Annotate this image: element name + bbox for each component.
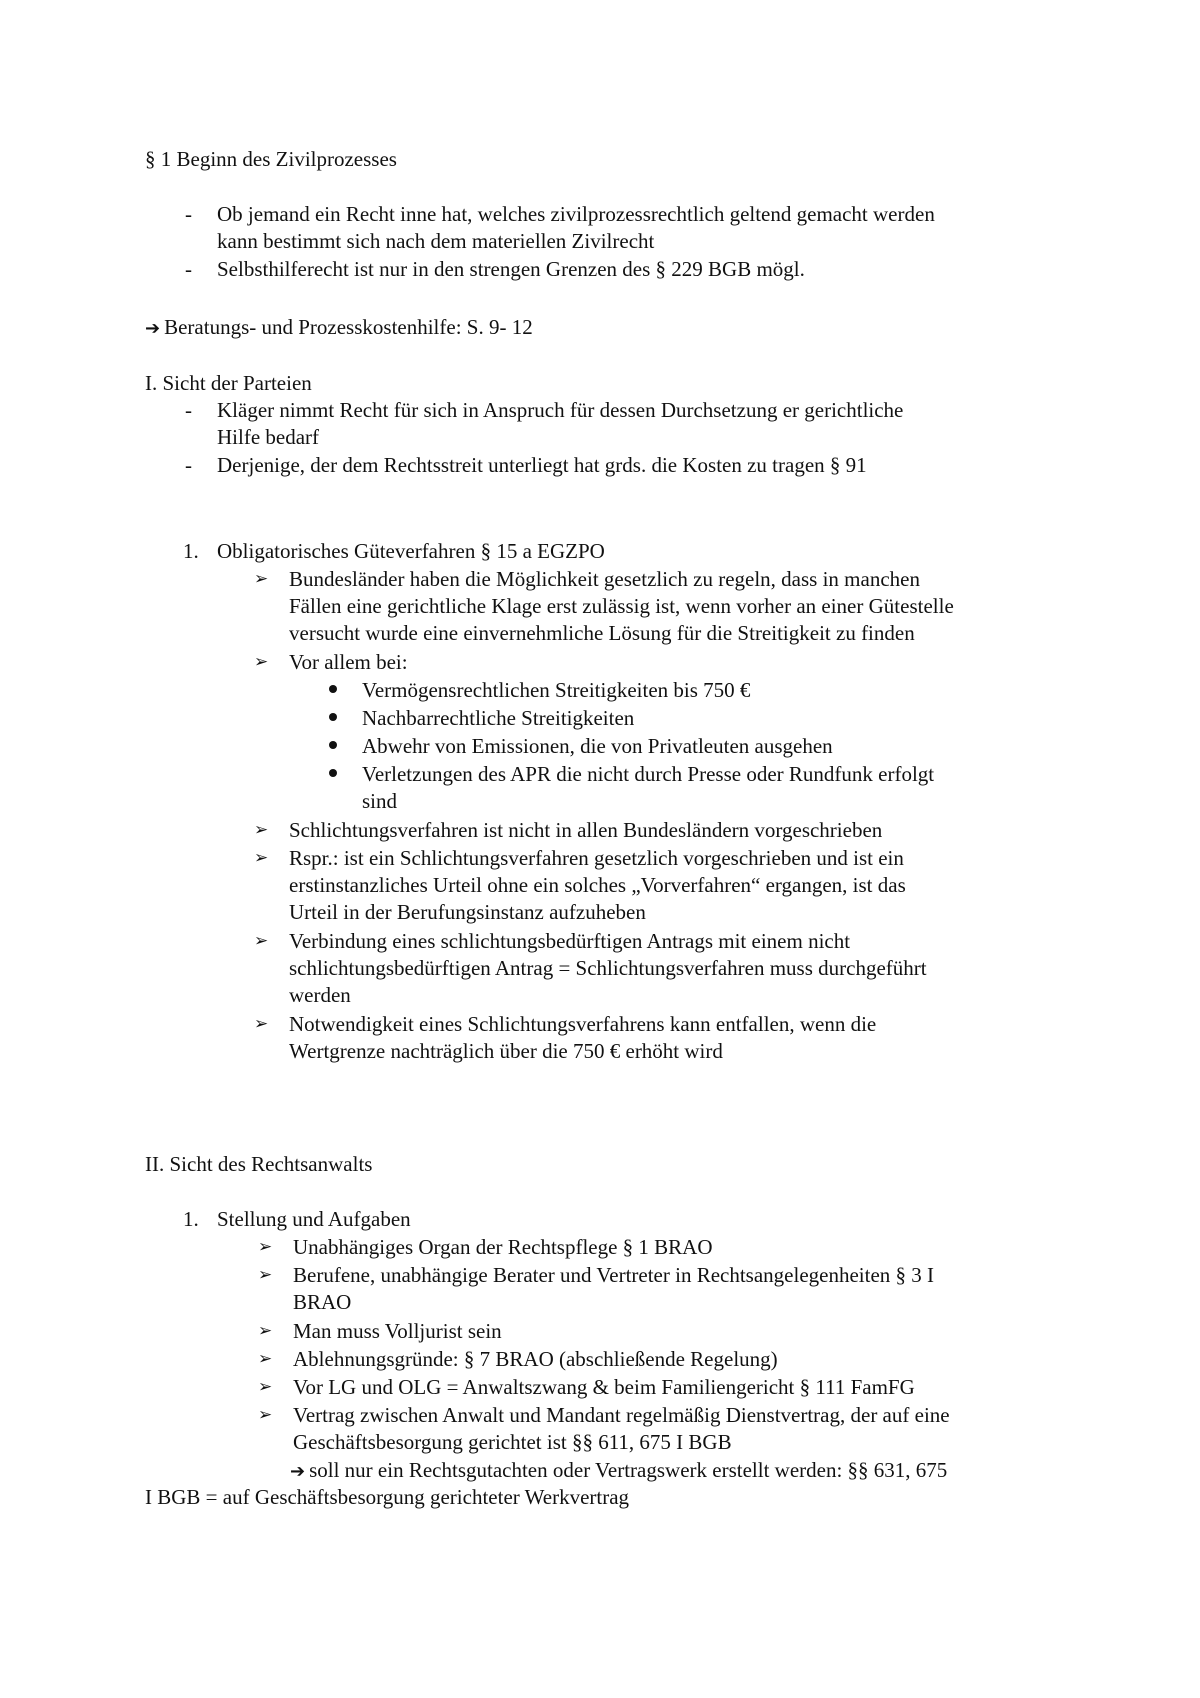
triangle-bullet-icon: ➢: [254, 652, 269, 672]
point-line: Berufene, unabhängige Berater und Vertreter in Rechtsangelegenheiten § 3 I: [293, 1263, 935, 1287]
bullet-line: Verletzungen des APR die nicht durch Presse oder Rundfunk erfolgt: [362, 762, 935, 786]
bullet-line: Nachbarrechtliche Streitigkeiten: [362, 706, 635, 730]
subsection-title: Stellung und Aufgaben: [217, 1207, 411, 1231]
point-line: Bundesländer haben die Möglichkeit gesetzlich zu regeln, dass in manchen: [289, 567, 920, 591]
bullet-icon: [329, 769, 337, 777]
point-line: Vertrag zwischen Anwalt und Mandant regelmäßig Dienstvertrag, der auf eine: [293, 1403, 950, 1427]
dash-marker: -: [185, 202, 192, 226]
list-item-line: Hilfe bedarf: [217, 425, 320, 449]
bullet-icon: [329, 713, 337, 721]
point-line: schlichtungsbedürftigen Antrag = Schlichtungsverfahren muss durchgeführt: [289, 956, 927, 980]
point-line: Vor allem bei:: [289, 650, 408, 674]
bullet-line: Abwehr von Emissionen, die von Privatleuten ausgehen: [362, 734, 833, 758]
point-line: Vor LG und OLG = Anwaltszwang & beim Familiengericht § 111 FamFG: [293, 1375, 915, 1399]
triangle-bullet-icon: ➢: [258, 1265, 273, 1285]
point-line: Ablehnungsgründe: § 7 BRAO (abschließende Regelung): [293, 1347, 778, 1371]
subsection-number: 1.: [183, 539, 199, 563]
triangle-bullet-icon: ➢: [254, 1014, 269, 1034]
triangle-bullet-icon: ➢: [258, 1349, 273, 1369]
bullet-icon: [329, 685, 337, 693]
triangle-bullet-icon: ➢: [254, 931, 269, 951]
point-line: erstinstanzliches Urteil ohne ein solches „Vorverfahren“ ergangen, ist das: [289, 873, 906, 897]
point-line: Wertgrenze nachträglich über die 750 € erhöht wird: [289, 1039, 723, 1063]
triangle-bullet-icon: ➢: [258, 1237, 273, 1257]
list-item-line: kann bestimmt sich nach dem materiellen Zivilrecht: [217, 229, 655, 253]
point-line: Fällen eine gerichtliche Klage erst zulässig ist, wenn vorher an einer Gütestelle: [289, 594, 954, 618]
point-line: Unabhängiges Organ der Rechtspflege § 1 BRAO: [293, 1235, 713, 1259]
point-line: werden: [289, 983, 351, 1007]
point-line: Urteil in der Berufungsinstanz aufzuheben: [289, 900, 646, 924]
triangle-bullet-icon: ➢: [254, 848, 269, 868]
point-line: Geschäftsbesorgung gerichtet ist §§ 611, 675 I BGB: [293, 1430, 732, 1454]
arrow-note-line: I BGB = auf Geschäftsbesorgung gerichteter Werkvertrag: [145, 1485, 630, 1509]
triangle-bullet-icon: ➢: [258, 1405, 273, 1425]
point-line: Man muss Volljurist sein: [293, 1319, 502, 1343]
arrow-note-text: soll nur ein Rechtsgutachten oder Vertragswerk erstellt werden: §§ 631, 675: [309, 1458, 948, 1482]
triangle-bullet-icon: ➢: [254, 569, 269, 589]
list-item-line: Derjenige, der dem Rechtsstreit unterliegt hat grds. die Kosten zu tragen § 91: [217, 453, 867, 477]
point-line: Rspr.: ist ein Schlichtungsverfahren gesetzlich vorgeschrieben und ist ein: [289, 846, 904, 870]
arrow-right-icon: ➔: [145, 318, 161, 339]
subsection-number: 1.: [183, 1207, 199, 1231]
subsection-title: Obligatorisches Güteverfahren § 15 a EGZPO: [217, 539, 605, 563]
point-line: Notwendigkeit eines Schlichtungsverfahrens kann entfallen, wenn die: [289, 1012, 877, 1036]
list-item-line: Selbsthilferecht ist nur in den strengen Grenzen des § 229 BGB mögl.: [217, 257, 805, 281]
section-title: II. Sicht des Rechtsanwalts: [145, 1152, 373, 1176]
page-title: § 1 Beginn des Zivilprozesses: [145, 147, 397, 171]
note-line: [145, 314, 533, 342]
bullet-line: sind: [362, 789, 398, 813]
list-item-line: Ob jemand ein Recht inne hat, welches zivilprozessrechtlich geltend gemacht werden: [217, 202, 935, 226]
arrow-right-icon: ➔: [290, 1461, 306, 1482]
bullet-line: Vermögensrechtlichen Streitigkeiten bis 750 €: [362, 678, 751, 702]
triangle-bullet-icon: ➢: [258, 1377, 273, 1397]
point-line: BRAO: [293, 1290, 352, 1314]
triangle-bullet-icon: ➢: [258, 1321, 273, 1341]
arrow-note-line: [290, 1457, 947, 1485]
point-line: Verbindung eines schlichtungsbedürftigen Antrags mit einem nicht: [289, 929, 851, 953]
note-text: Beratungs- und Prozesskostenhilfe: S. 9- 12: [164, 315, 533, 339]
bullet-icon: [329, 741, 337, 749]
triangle-bullet-icon: ➢: [254, 820, 269, 840]
list-item-line: Kläger nimmt Recht für sich in Anspruch für dessen Durchsetzung er gerichtliche: [217, 398, 904, 422]
section-title: I. Sicht der Parteien: [145, 371, 312, 395]
dash-marker: -: [185, 257, 192, 281]
point-line: versucht wurde eine einvernehmliche Lösung für die Streitigkeit zu finden: [289, 621, 915, 645]
dash-marker: -: [185, 453, 192, 477]
point-line: Schlichtungsverfahren ist nicht in allen Bundesländern vorgeschrieben: [289, 818, 883, 842]
dash-marker: -: [185, 398, 192, 422]
